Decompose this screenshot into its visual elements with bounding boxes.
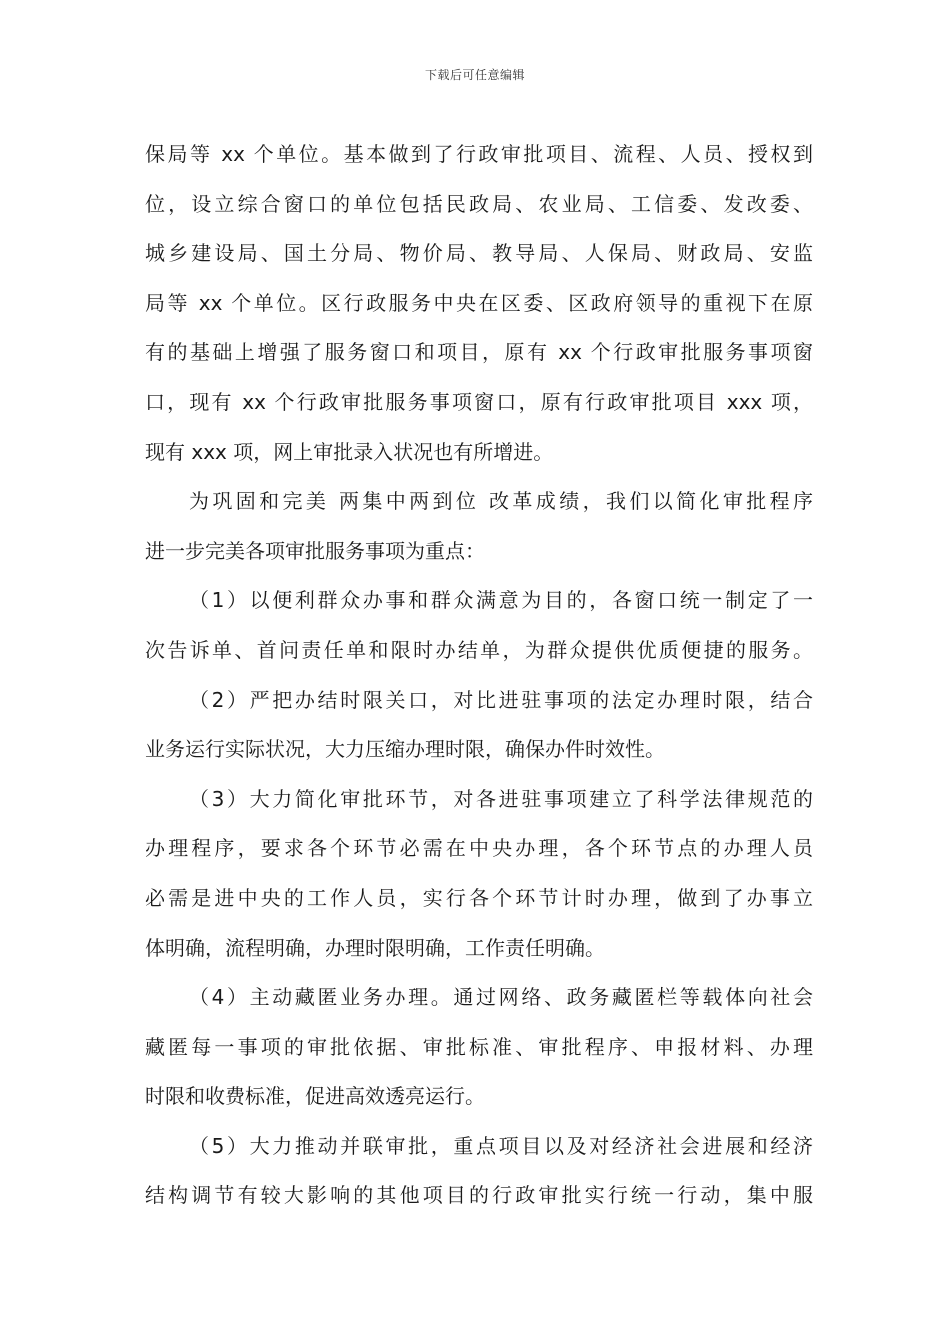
text-line-13: 业务运行实际状况，大力压缩办理时限，确保办件时效性。 xyxy=(145,737,665,762)
text-line-14: （3）大力简化审批环节，对各进驻事项建立了科学法律规范的 xyxy=(189,786,813,811)
document-body xyxy=(145,130,813,1221)
text-line-12: （2）严把办结时限关口，对比进驻事项的法定办理时限，结合 xyxy=(189,687,813,712)
text-line-22: 结构调节有较大影响的其他项目的行政审批实行统一行动，集中服 xyxy=(145,1183,813,1208)
text-line-6: 口，现有 xx 个行政审批服务事项窗口，原有行政审批项目 xxx 项， xyxy=(145,389,813,414)
text-line-2: 位，设立综合窗口的单位包括民政局、农业局、工信委、发改委、 xyxy=(145,191,813,216)
text-line-10: （1）以便利群众办事和群众满意为目的，各窗口统一制定了一 xyxy=(189,588,813,613)
text-line-16: 必需是进中央的工作人员，实行各个环节计时办理，做到了办事立 xyxy=(145,885,813,910)
text-line-15: 办理程序，要求各个环节必需在中央办理，各个环节点的办理人员 xyxy=(145,836,813,861)
text-line-11: 次告诉单、首问责任单和限时办结单，为群众提供优质便捷的服务。 xyxy=(145,637,813,662)
text-line-4: 局等 xx 个单位。区行政服务中央在区委、区政府领导的重视下在原 xyxy=(145,290,813,315)
text-line-5: 有的基础上增强了服务窗口和项目，原有 xx 个行政审批服务事项窗 xyxy=(145,340,813,365)
text-line-7: 现有 xxx 项，网上审批录入状况也有所增进。 xyxy=(145,439,554,464)
text-line-18: （4）主动藏匿业务办理。通过网络、政务藏匿栏等载体向社会 xyxy=(189,985,813,1010)
text-line-9: 进一步完美各项审批服务事项为重点： xyxy=(145,538,485,563)
text-line-3: 城乡建设局、国土分局、物价局、教导局、人保局、财政局、安监 xyxy=(145,241,813,266)
text-line-1: 保局等 xx 个单位。基本做到了行政审批项目、流程、人员、授权到 xyxy=(145,142,813,166)
text-line-17: 体明确，流程明确，办理时限明确，工作责任明确。 xyxy=(145,935,605,960)
text-line-8: 为巩固和完美 两集中两到位 改革成绩，我们以简化审批程序 xyxy=(189,489,813,514)
page-header: 下载后可任意编辑 xyxy=(424,68,525,82)
text-line-19: 藏匿每一事项的审批依据、审批标准、审批程序、申报材料、办理 xyxy=(145,1034,813,1059)
text-line-21: （5）大力推动并联审批，重点项目以及对经济社会进展和经济 xyxy=(189,1133,813,1158)
text-line-20: 时限和收费标准，促进高效透亮运行。 xyxy=(145,1084,485,1109)
